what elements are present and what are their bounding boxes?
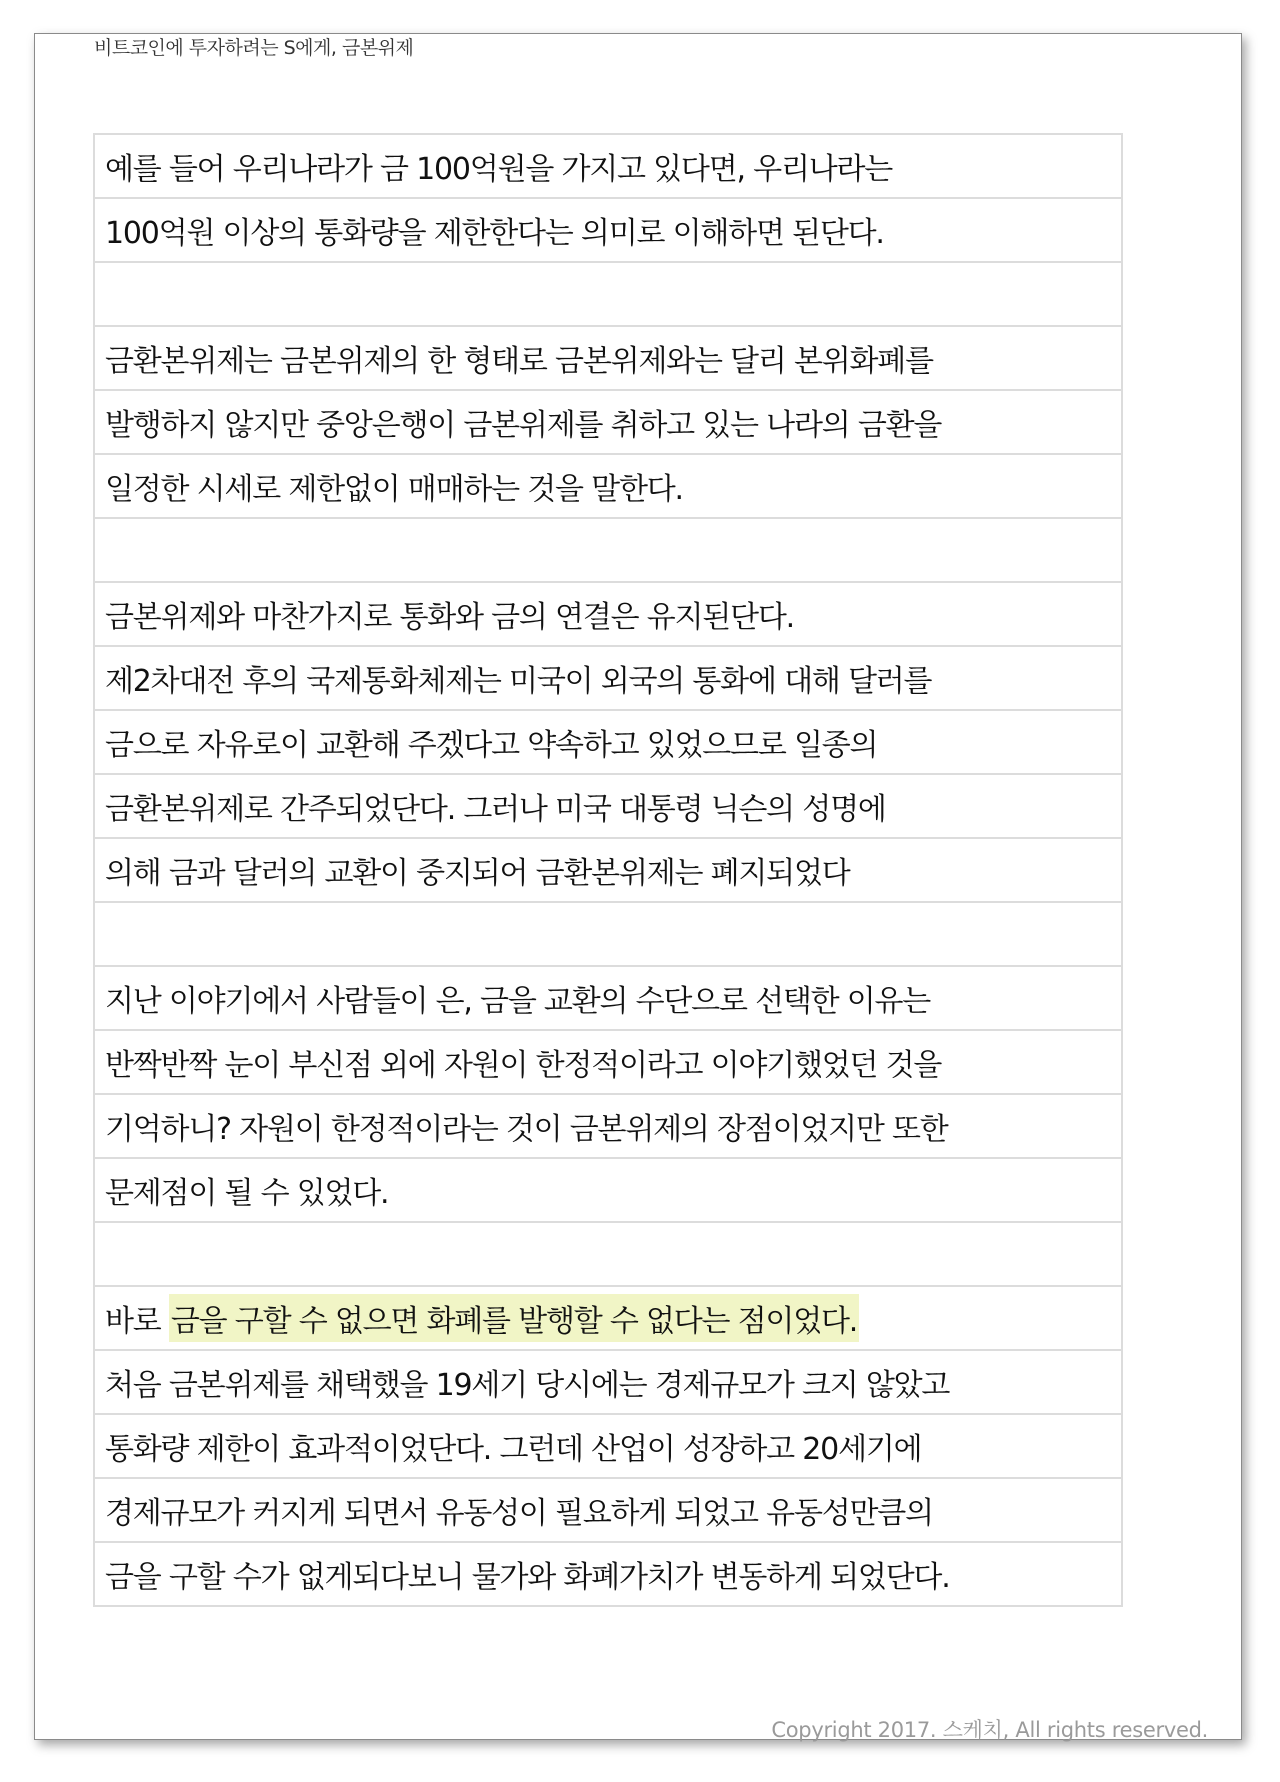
highlighted-text: 금을 구할 수 없으면 화폐를 발행할 수 없다는 점이었다. — [169, 1294, 859, 1342]
text-line: 기억하니? 자원이 한정적이라는 것이 금본위제의 장점이었지만 또한 — [95, 1095, 1121, 1159]
blank-line — [95, 519, 1121, 583]
text-line: 금본위제와 마찬가지로 통화와 금의 연결은 유지된단다. — [95, 583, 1121, 647]
text-line: 금환본위제로 간주되었단다. 그러나 미국 대통령 닉슨의 성명에 — [95, 775, 1121, 839]
text-line: 통화량 제한이 효과적이었단다. 그런데 산업이 성장하고 20세기에 — [95, 1415, 1121, 1479]
text-line: 제2차대전 후의 국제통화체제는 미국이 외국의 통화에 대해 달러를 — [95, 647, 1121, 711]
text-line: 예를 들어 우리나라가 금 100억원을 가지고 있다면, 우리나라는 — [95, 135, 1121, 199]
text-line: 문제점이 될 수 있었다. — [95, 1159, 1121, 1223]
text-line: 의해 금과 달러의 교환이 중지되어 금환본위제는 폐지되었다 — [95, 839, 1121, 903]
text-line: 금환본위제는 금본위제의 한 형태로 금본위제와는 달리 본위화폐를 — [95, 327, 1121, 391]
lined-text-area — [93, 133, 1123, 1607]
blank-line — [95, 903, 1121, 967]
highlight-prefix: 바로 — [105, 1304, 169, 1339]
page-header-title: 비트코인에 투자하려는 S에게, 금본위제 — [94, 37, 414, 59]
text-line: 일정한 시세로 제한없이 매매하는 것을 말한다. — [95, 455, 1121, 519]
text-line: 금을 구할 수가 없게되다보니 물가와 화폐가치가 변동하게 되었단다. — [95, 1543, 1121, 1607]
text-line: 지난 이야기에서 사람들이 은, 금을 교환의 수단으로 선택한 이유는 — [95, 967, 1121, 1031]
blank-line — [95, 263, 1121, 327]
highlighted-sentence-line — [95, 1287, 1121, 1351]
text-line: 처음 금본위제를 채택했을 19세기 당시에는 경제규모가 크지 않았고 — [95, 1351, 1121, 1415]
text-line: 금으로 자유로이 교환해 주겠다고 약속하고 있었으므로 일종의 — [95, 711, 1121, 775]
blank-line — [95, 1223, 1121, 1287]
text-line: 발행하지 않지만 중앙은행이 금본위제를 취하고 있는 나라의 금환을 — [95, 391, 1121, 455]
text-line: 경제규모가 커지게 되면서 유동성이 필요하게 되었고 유동성만큼의 — [95, 1479, 1121, 1543]
text-line: 반짝반짝 눈이 부신점 외에 자원이 한정적이라고 이야기했었던 것을 — [95, 1031, 1121, 1095]
text-line: 100억원 이상의 통화량을 제한한다는 의미로 이해하면 된단다. — [95, 199, 1121, 263]
copyright-footer: Copyright 2017. 스케치, All rights reserved. — [771, 1718, 1208, 1742]
